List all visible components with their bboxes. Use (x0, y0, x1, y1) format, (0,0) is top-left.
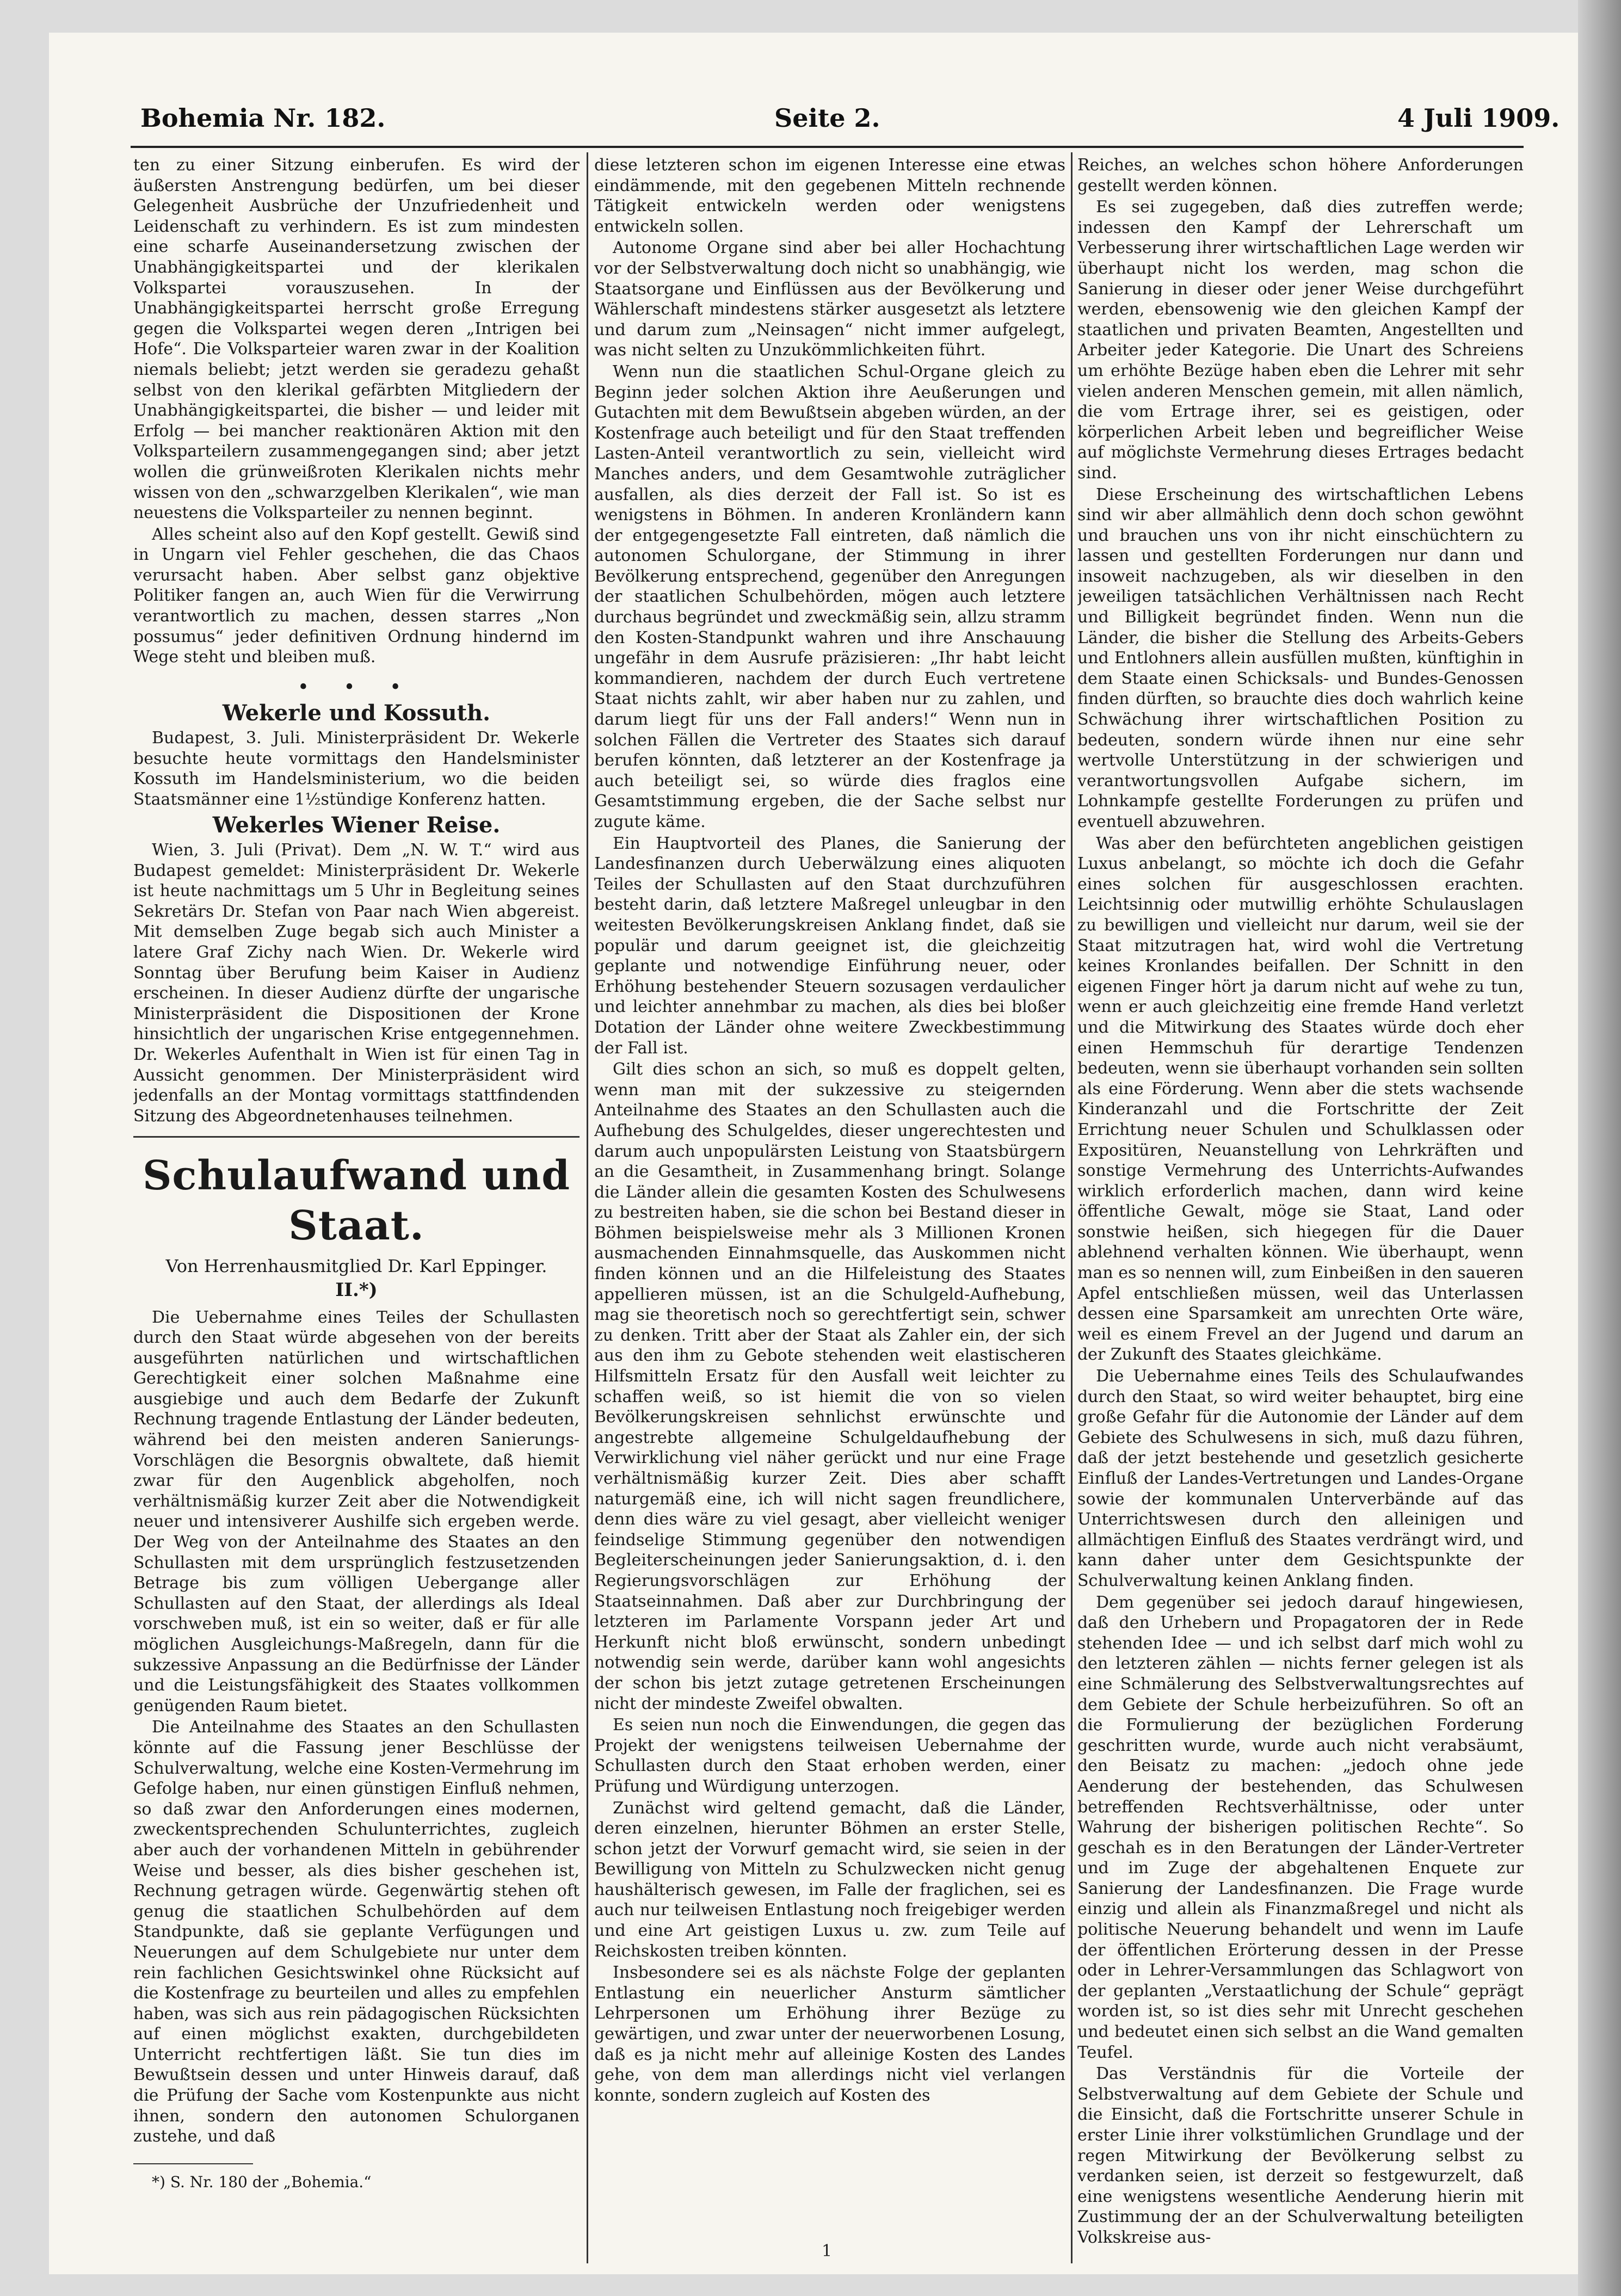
section-heading: Wekerles Wiener Reise. (212, 812, 501, 838)
paragraph: Die Uebernahme eines Teiles der Schullasten durch den Staat würde abgesehen von der bereits ausgeführten natürlichen und wirtschaftlichen Gerechtigkeit einer solchen Maßnahme eine ausgiebige und auch dem Bedarfe der Zukunft Rechnung tragende Entlastung der Länder bedeuten, während bei den meisten anderen Sanierungs-Vorschlägen die Besorgnis obwaltete, daß hiemit zwar für den Augenblick abgeholfen, noch verhältnismäßig kurzer Zeit aber die Notwendigkeit neuer und intensiverer Aushilfe sich ergeben werde. Der Weg von der Anteilnahme des Staates an den Schullasten mit dem ursprünglich festzusetzenden Betrage bis zum völligen Uebergange aller Schullasten auf den Staat, der allerdings als Ideal vorschweben muß, ist ein so weiter, daß er für alle möglichen Ausgleichungs-Maßregeln, dann für die sukzessive Anpassung an die Bedürfnisse der Länder und die Leistungsfähigkeit des Staates vollkommen genügenden Raum bietet. (133, 1307, 580, 1715)
paragraph: ten zu einer Sitzung einberufen. Es wird der äußersten Anstrengung bedürfen, um bei dieser Gelegenheit Ausbrüche der Unzufriedenheit und Leidenschaft zu verhindern. Es ist zum mindesten eine scharfe Auseinandersetzung zwischen der Unabhängigkeitspartei und der klerikalen Volkspartei vorauszusehen. In der Unabhängigkeitspartei herrscht große Erregung gegen die Volkspartei wegen deren „Intrigen bei Hofe“. Die Volksparteier waren zwar in der Koalition niemals beliebt; jetzt werden sie geradezu gehaßt selbst von den klerikal gefärbten Mitgliedern der Unabhängigkeitspartei, die bisher — und leider mit Erfolg — bei mancher reaktionären Aktion mit den Volksparteilern zusammengegangen sind; aber jetzt wollen die grünweißroten Klerikalen nichts mehr wissen von den „schwarzgelben Klerikalen“, wie man neuestens die Volksparteiler zu nennen beginnt. (133, 156, 580, 523)
paragraph: Zunächst wird geltend gemacht, daß die Länder, deren einzelnen, hierunter Böhmen an erster Stelle, schon jetzt der Vorwurf gemacht wird, sie seien in der Bewilligung von Mitteln zu Schulzwecken nicht genug haushälterisch gewesen, im Falle der fraglichen, sei es auch nur teilweisen Entlastung noch freigebiger werden und eine Art geistigen Luxus u. zw. zum Teile auf Reichskosten treiben könnten. (594, 1798, 1065, 1961)
paragraph: Ein Hauptvorteil des Planes, die Sanierung der Landesfinanzen durch Ueberwälzung eines aliquoten Teiles der Schullasten auf den Staat durchzuführen besteht darin, daß letztere Maßregel unleugbar in den weitesten Bevölkerungskreisen Anklang findet, daß sie populär und darum geeignet ist, die gleichzeitig geplante und notwendige Einführung neuer, oder Erhöhung bestehender Steuern sozusagen verdaulicher und leichter annehmbar zu machen, als dies bei bloßer Dotation der Länder ohne weitere Zweckbestimmung der Fall ist. (594, 834, 1065, 1058)
column-divider (1071, 152, 1073, 2263)
paragraph: Autonome Organe sind aber bei aller Hochachtung vor der Selbstverwaltung doch nicht so unabhängig, wie Staatsorgane und Einflüssen aus der Bevölkerung und Wählerschaft mindestens stärker ausgesetzt als letztere und darum zum „Neinsagen“ nicht immer aufgelegt, was nicht selten zu Unzukömmlichkeiten führt. (594, 238, 1065, 360)
paragraph: Alles scheint also auf den Kopf gestellt. Gewiß sind in Ungarn viel Fehler geschehen, die das Chaos verursacht haben. Aber selbst ganz objektive Politiker fangen an, auch Wien für die Verwirrung verantwortlich zu machen, dessen starres „Non possumus“ jeder definitiven Ordnung hindernd im Wege steht und bleiben muß. (133, 524, 580, 667)
newspaper-issue: Bohemia Nr. 182. (140, 103, 386, 133)
paragraph: Insbesondere sei es als nächste Folge der geplanten Entlastung ein neuerlicher Ansturm sämtlicher Lehrpersonen um Erhöhung ihrer Bezüge zu gewärtigen, und zwar unter der neuerworbenen Losung, daß es ja nicht mehr auf alleinige Kosten des Landes gehe, von dem man allerdings nicht viel verlangen konnte, sondern zugleich auf Kosten des (594, 1963, 1065, 2105)
column-2 (594, 155, 1065, 2261)
column-1 (133, 155, 580, 2261)
paragraph: Dem gegenüber sei jedoch darauf hingewiesen, daß den Urhebern und Propagatoren der in Rede stehenden Idee — und ich selbst darf mich wohl zu den letzteren zählen — nichts ferner gelegen ist als eine Schmälerung des Selbstverwaltungsrechtes auf dem Gebiete der Schule herbeizuführen. So oft an die Formulierung der bezüglichen Forderung geschritten wurde, wurde auch nicht verabsäumt, den Beisatz zu machen: „jedoch ohne jede Aenderung der bestehenden, das Schulwesen betreffenden Rechtsverhältnisse, oder unter Wahrung der bisherigen politischen Rechte“. So geschah es in den Beratungen der Länder-Vertreter und im Zuge der abgehaltenen Enquete zur Sanierung der Landesfinanzen. Die Frage wurde einzig und allein als Finanzmaßregel und nicht als politische Neuerung behandelt und wenn im Laufe der öffentlichen Erörterung dessen in der Presse oder in Lehrer-Versammlungen das Schlagwort von der geplanten „Verstaatlichung der Schule“ geprägt worden ist, so ist dies sehr mit Unrecht geschehen und bedeutet einen sich selbst an die Wand gemalten Teufel. (1077, 1593, 1524, 2062)
paragraph: diese letzteren schon im eigenen Interesse eine etwas eindämmende, mit den gegebenen Mitteln rechnende Tätigkeit entwickeln werden oder wenigstens entwickeln sollen. (594, 156, 1065, 236)
paragraph: Was aber den befürchteten angeblichen geistigen Luxus anbelangt, so möchte ich doch die Gefahr eines solchen für ausgeschlossen erachten. Leichtsinnig oder mutwillig erhöhte Schulauslagen zu bewilligen und vielleicht nur darum, weil sie der Staat mitzutragen hat, wird wohl die Vertretung keines Kronlandes beifallen. Der Schnitt in den eigenen Finger hört ja darum nicht auf wehe zu tun, wenn er auch gleichzeitig eine fremde Hand verletzt und die Mitwirkung des Staates würde doch eher einen Hemmschuh für derartige Tendenzen bedeuten, wenn sie überhaupt vorhanden sein sollten als eine Förderung. Wenn aber die stets wachsende Kinderanzahl und die Fortschritte der Zeit Errichtung neuer Schulen und Schulklassen oder Expositüren, Neuanstellung von Lehrkräften und sonstige Vermehrung des Unterrichts-Aufwandes wirklich erforderlich machen, dann wird keine öffentliche Gewalt, möge sie Staat, Land oder sonstwie heißen, sich hiegegen für die Dauer ablehnend verhalten können. Wie überhaupt, wenn man es so nennen will, zum Einbeißen in den saueren Apfel entschließen müssen, weil das Unterlassen dessen eine Sparsamkeit am unrechten Orte wäre, weil es einem Frevel an der Jugend und darum an der Zukunft des Staates gleichkäme. (1077, 834, 1524, 1365)
paragraph: Die Anteilnahme des Staates an den Schullasten könnte auf die Fassung jener Beschlüsse der Schulverwaltung, welche eine Kosten-Vermehrung im Gefolge haben, nur einen günstigen Einfluß nehmen, so daß zwar den Anforderungen eines modernen, zweckentsprechenden Schulunterrichtes, zugleich aber auch der vorhandenen Mitteln in gebührender Weise und besser, als dies bisher geschehen ist, Rechnung getragen würde. Gegenwärtig stehen oft genug die staatlichen Schulbehörden auf dem Standpunkte, daß sie geplante Verfügungen und Neuerungen auf dem Schulgebiete nur unter dem rein fachlichen Gesichtswinkel ohne Rücksicht auf die Kostenfrage zu beurteilen und alles zu empfehlen haben, was sich aus rein pädagogischen Rücksichten auf einen möglichst exakten, durchgebildeten Unterricht rechtfertigen läßt. Sie tun dies im Bewußtsein dessen und unter Hinweis darauf, daß die Prüfung der Sache vom Kostenpunkte aus nicht ihnen, sondern den autonomen Schulorganen zustehe, und daß (133, 1718, 580, 2146)
article-part: II.*) (335, 1279, 378, 1301)
paragraph: Wien, 3. Juli (Privat). Dem „N. W. T.“ wird aus Budapest gemeldet: Ministerpräsident Dr. Wekerle ist heute nachmittags um 5 Uhr in Begleitung seines Sekretärs Dr. Stefan von Paar nach Wien abgereist. Mit demselben Zuge begab sich auch Minister a latere Graf Zichy nach Wien. Dr. Wekerle wird Sonntag über Berufung beim Kaiser in Audienz erscheinen. In dieser Audienz dürfte der ungarische Ministerpräsident die Dispositionen der Krone hinsichtlich der ungarischen Krise entgegennehmen. Dr. Wekerles Aufenthalt in Wien ist für einen Tag in Aussicht genommen. Der Ministerpräsident wird jedenfalls an der Montag vormittags stattfindenden Sitzung des Abgeordnetenhauses teilnehmen. (133, 841, 580, 1126)
section-ornament: • • • (297, 676, 416, 699)
paragraph: Diese Erscheinung des wirtschaftlichen Lebens sind wir aber allmählich denn doch schon gewöhnt und brauchen uns von ihr nicht einschüchtern zu lassen und gestellten Forderungen nur dann und insoweit nachzugeben, als wir dieselben in den jeweiligen tatsächlichen Verhältnissen nach Recht und Billigkeit begründet finden. Wenn nun die Länder, die bisher die Stellung des Arbeits-Gebers und Entlohners allein ausfüllen mußten, künftighin in dem Staate einen Schicksals- und Bundes-Genossen finden dürften, so brauchte dies doch wahrlich keine Schwächung ihrer wirtschaftlichen Position zu bedeuten, sondern würde ihnen nur eine sehr wertvolle Unterstützung in der schwierigen und verantwortungsvollen Aufgabe sichern, im Lohnkampfe gestellte Forderungen zu prüfen und eventuell abzuwehren. (1077, 485, 1524, 831)
paragraph: Reiches, an welches schon höhere Anforderungen gestellt werden können. (1077, 156, 1524, 195)
page-header (91, 103, 1560, 147)
paragraph: Es seien nun noch die Einwendungen, die gegen das Projekt der wenigstens teilweisen Uebernahme der Schullasten durch den Staat erhoben werden, einer Prüfung und Würdigung unterzogen. (594, 1715, 1065, 1796)
footnote: *) S. Nr. 180 der „Bohemia.“ (152, 2172, 372, 2191)
footnote-rule (133, 2163, 253, 2164)
column-3 (1077, 155, 1524, 2261)
paragraph: Gilt dies schon an sich, so muß es doppelt gelten, wenn man mit der sukzessive zu steigernden Anteilnahme des Staates an den Schullasten auch die Aufhebung des Schulgeldes, dieser ungerechtesten und darum auch unpopulärsten Leistung von Staatsbürgern an die Gesamtheit, in Zusammenhang bringt. Solange die Länder allein die gesamten Kosten des Schulwesens zu bestreiten haben, sie die schon bei Bestand dieser in Böhmen beispielsweise mehr als 3 Millionen Kronen ausmachenden Einnahmsquelle, das Auskommen nicht finden können und an die Hilfeleistung des Staates appellieren müssen, ist an die Schulgeld-Aufhebung, mag sie theoretisch noch so gerechtfertigt sein, schwer zu denken. Tritt aber der Staat als Zahler ein, der sich aus den ihm zu Gebote stehenden weit elastischeren Hilfsmitteln Ersatz für den Ausfall weit leichter zu schaffen weiß, so ist hiemit die von so vielen Bevölkerungskreisen sehnlichst erwünschte und angestrebte allgemeine Schulgeldaufhebung der Verwirklichung viel näher gerückt und nur eine Frage verhältnismäßig kurzer Zeit. Dies aber schafft naturgemäß eine, ich will nicht sagen freundlichere, denn dies wäre zu viel gesagt, aber vielleicht weniger feindselige Stimmung gegenüber den notwendigen Begleiterscheinungen jeder Sanierungsaktion, d. i. den Regierungsvorschlägen zur Erhöhung der Staatseinnahmen. Daß aber zur Durchbringung der letzteren im Parlamente Vorspann jeder Art und Herkunft nicht bloß erwünscht, sondern unbedingt notwendig sein werde, darüber kann wohl angesichts der schon bis jetzt zutage getretenen Erscheinungen nicht der mindeste Zweifel obwalten. (594, 1060, 1065, 1713)
column-divider (587, 152, 588, 2263)
paragraph: Es sei zugegeben, daß dies zutreffen werde; indessen den Kampf der Lehrerschaft um Verbesserung ihrer wirtschaftlichen Lage werden wir überhaupt nicht los werden, mag schon die Sanierung in dieser oder jener Weise durchgeführt werden, ebensowenig wie den gleichen Kampf der staatlichen und privaten Beamten, Angestellten und Arbeiter jeder Kategorie. Die Unart des Schreiens um erhöhte Bezüge haben eben die Lehrer mit sehr vielen anderen Menschen gemein, mit allen nämlich, die vom Ertrage ihrer, sei es geistigen, oder körperlichen Arbeit leben und begreiflicher Weise auf möglichste Vermehrung dieses Ertrages bedacht sind. (1077, 197, 1524, 483)
paragraph: Die Uebernahme eines Teils des Schulaufwandes durch den Staat, so wird weiter behauptet, birg eine große Gefahr für die Autonomie der Länder auf dem Gebiete des Schulwesens in sich, muß dazu führen, daß der jetzt bestehende und gesetzlich gesicherte Einfluß der Landes-Vertretungen und Landes-Organe sowie der kommunalen Unterverbände auf das Unterrichtswesen durch den alleinigen und allmächtigen Einfluß des Staates verdrängt wird, und kann daher unter dem Gesichtspunkte der Schulverwaltung keinen Anklang finden. (1077, 1367, 1524, 1590)
page-number: Seite 2. (774, 103, 880, 133)
section-rule (133, 1136, 580, 1138)
paragraph: Wenn nun die staatlichen Schul-Organe gleich zu Beginn jeder solchen Aktion ihre Aeußerungen und Gutachten mit dem Bewußtsein abgeben würden, an der Kostenfrage auch beteiligt und für den Staat treffenden Lasten-Anteil verantwortlich zu sein, vielleicht wird Manches anders, und dem Gesamtwohle zuträglicher ausfallen, als dies derzeit der Fall ist. So ist es wenigstens in Böhmen. In anderen Kronländern kann der entgegengesetzte Fall eintreten, daß nämlich die autonomen Schulorgane, der Stimmung in ihrer Bevölkerung entsprechend, gegenüber den Anregungen der staatlichen Schulbehörden, mögen auch letztere durchaus begründet und zweckmäßig sein, allzu stramm den Kosten-Standpunkt wahren und ihre Anschauung ungefähr in dem Ausrufe präzisieren: „Ihr habt leicht kommandieren, nachdem der durch Euch vertretene Staat nichts zahlt, wir aber haben nur zu zahlen, und darum liegt für uns der Fall anders!“ Wenn nun in solchen Fällen die Vertreter des Staates sich darauf berufen könnten, daß letzterer an der Kostenfrage ja auch beteiligt sei, so würde dies fraglos eine Gesamtstimmung ergeben, die der Sache selbst nur zugute käme. (594, 362, 1065, 831)
section-heading: Wekerle und Kossuth. (222, 700, 491, 726)
paragraph: Budapest, 3. Juli. Ministerpräsident Dr. Wekerle besuchte heute vormittags den Handelsminister Kossuth im Handelsministerium, wo die beiden Staatsmänner eine 1½stündige Konferenz hatten. (133, 729, 580, 809)
issue-date: 4 Juli 1909. (1397, 103, 1560, 133)
article-title: Schulaufwand und Staat. (142, 1152, 571, 1250)
scan-edge (1578, 0, 1621, 2296)
header-rule (131, 146, 1524, 148)
paragraph: Das Verständnis für die Vorteile der Selbstverwaltung auf dem Gebiete der Schule und die Einsicht, daß die Fortschritte unserer Schule in erster Linie ihrer volkstümlichen Grundlage und der regen Mitwirkung der Bevölkerung selbst zu verdanken seien, ist derzeit so festgewurzelt, daß eine wenigstens wesentliche Aenderung hierin mit Zustimmung der an der Schulverwaltung beteiligten Volkskreise aus- (1077, 2064, 1524, 2247)
page-mark: 1 (822, 2242, 833, 2261)
article-byline: Von Herrenhausmitglied Dr. Karl Eppinger. (165, 1256, 547, 1277)
